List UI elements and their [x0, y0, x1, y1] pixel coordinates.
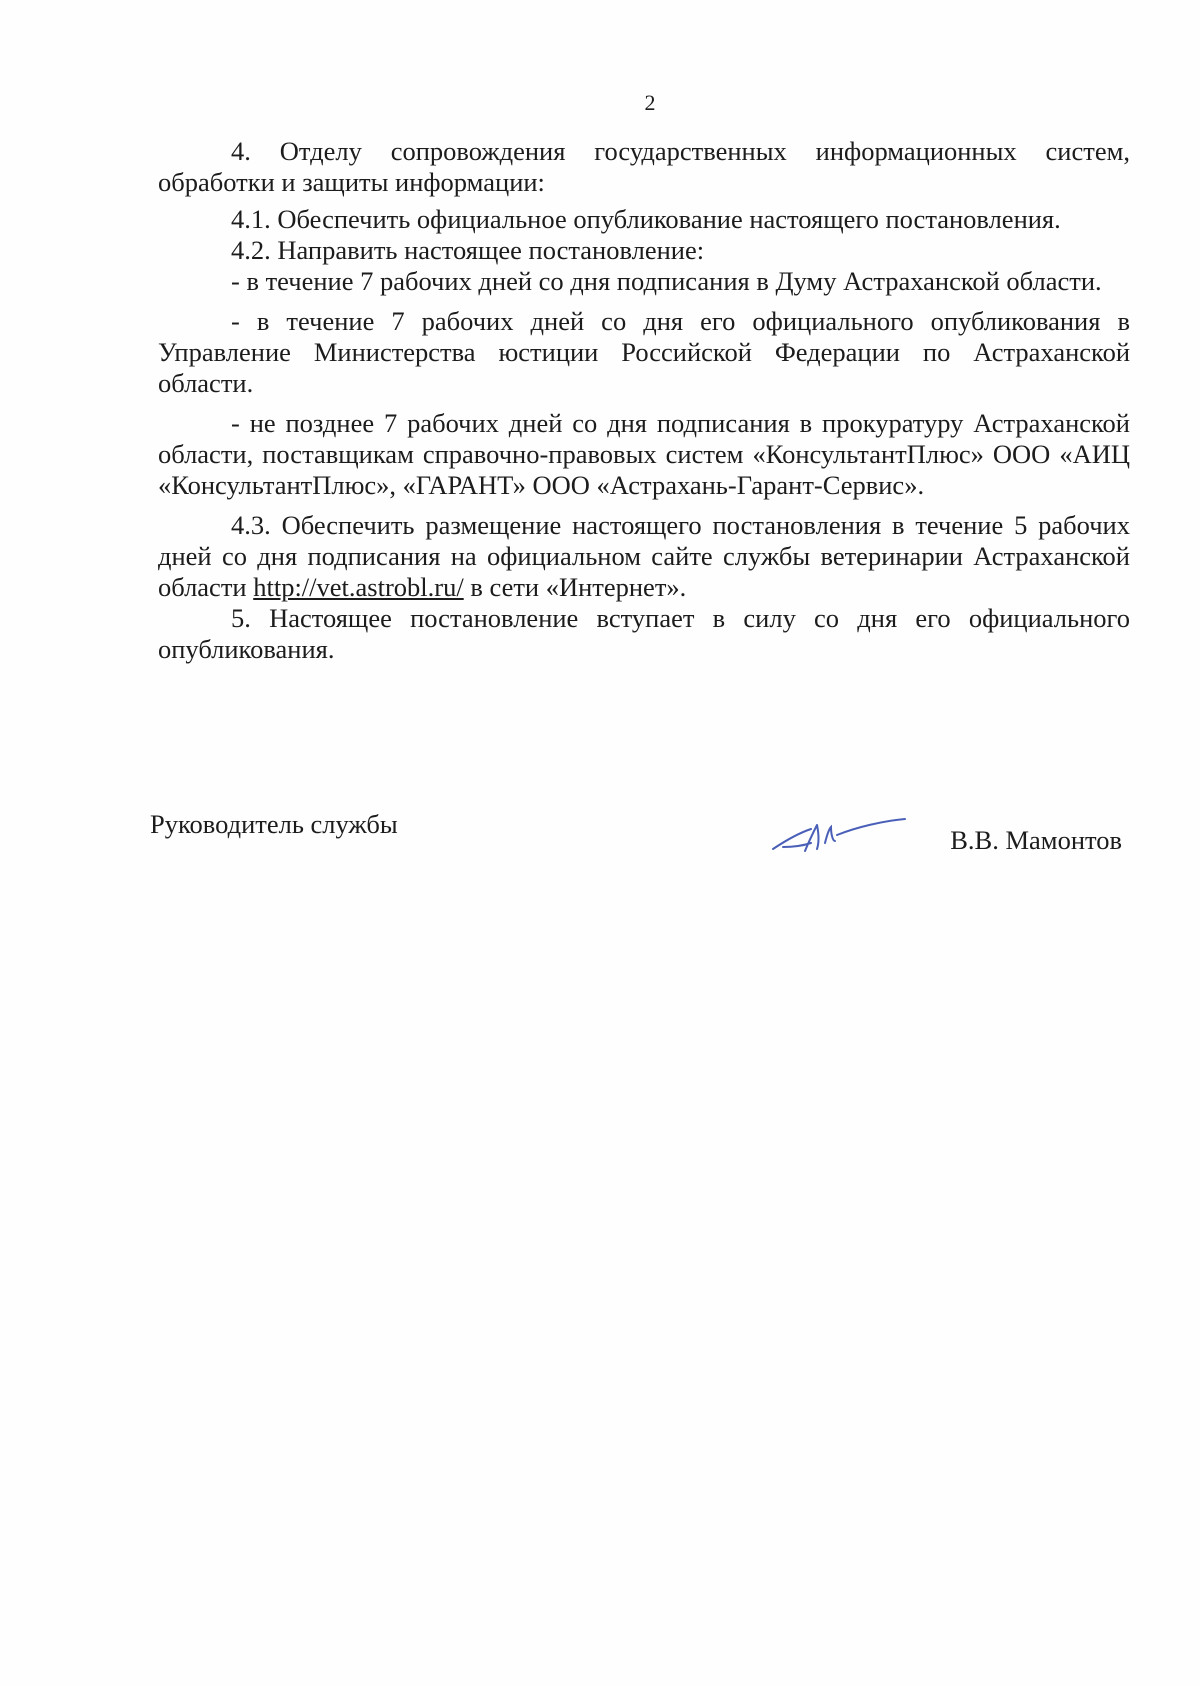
signatory-name: В.В. Мамонтов	[950, 825, 1122, 855]
paragraph-4-2-item-duma: - в течение 7 рабочих дней со дня подписания в Думу Астраханской области.	[231, 266, 1102, 296]
signature-block	[150, 805, 1130, 885]
paragraph-4-3-tail: в сети «Интернет».	[463, 572, 687, 602]
website-link[interactable]: http://vet.astrobl.ru/	[253, 572, 464, 602]
paragraph-4-2: 4.2. Направить настоящее постановление:	[231, 235, 705, 265]
document-body	[158, 136, 1130, 665]
paragraph-4-2-item-prosecutor: - не позднее 7 рабочих дней со дня подписания в прокуратуру Астраханской области, поставщикам справочно-правовых систем «КонсультантПлюс» ООО «АИЦ «КонсультантПлюс», «ГАРАНТ» ООО «Астрахань-Гарант-Сервис».	[158, 408, 1130, 500]
paragraph-4: 4. Отделу сопровождения государственных информационных систем, обработки и защиты информации:	[158, 136, 1130, 197]
handwritten-signature	[765, 805, 915, 865]
page-number: 2	[644, 90, 656, 115]
paragraph-4-2-item-ministry: - в течение 7 рабочих дней со дня его официального опубликования в Управление Министерства юстиции Российской Федерации по Астраханской области.	[158, 306, 1130, 398]
signatory-role: Руководитель службы	[150, 809, 398, 839]
paragraph-5: 5. Настоящее постановление вступает в силу со дня его официального опубликования.	[158, 603, 1130, 664]
paragraph-4-1: 4.1. Обеспечить официальное опубликование настоящего постановления.	[231, 204, 1061, 234]
paragraph-4-3	[158, 510, 1130, 603]
paragraph-4-3-text: 4.3. Обеспечить размещение настоящего постановления в течение 5 рабочих дней со дня подписания на официальном сайте службы ветеринарии Астраханской области	[158, 510, 1130, 602]
